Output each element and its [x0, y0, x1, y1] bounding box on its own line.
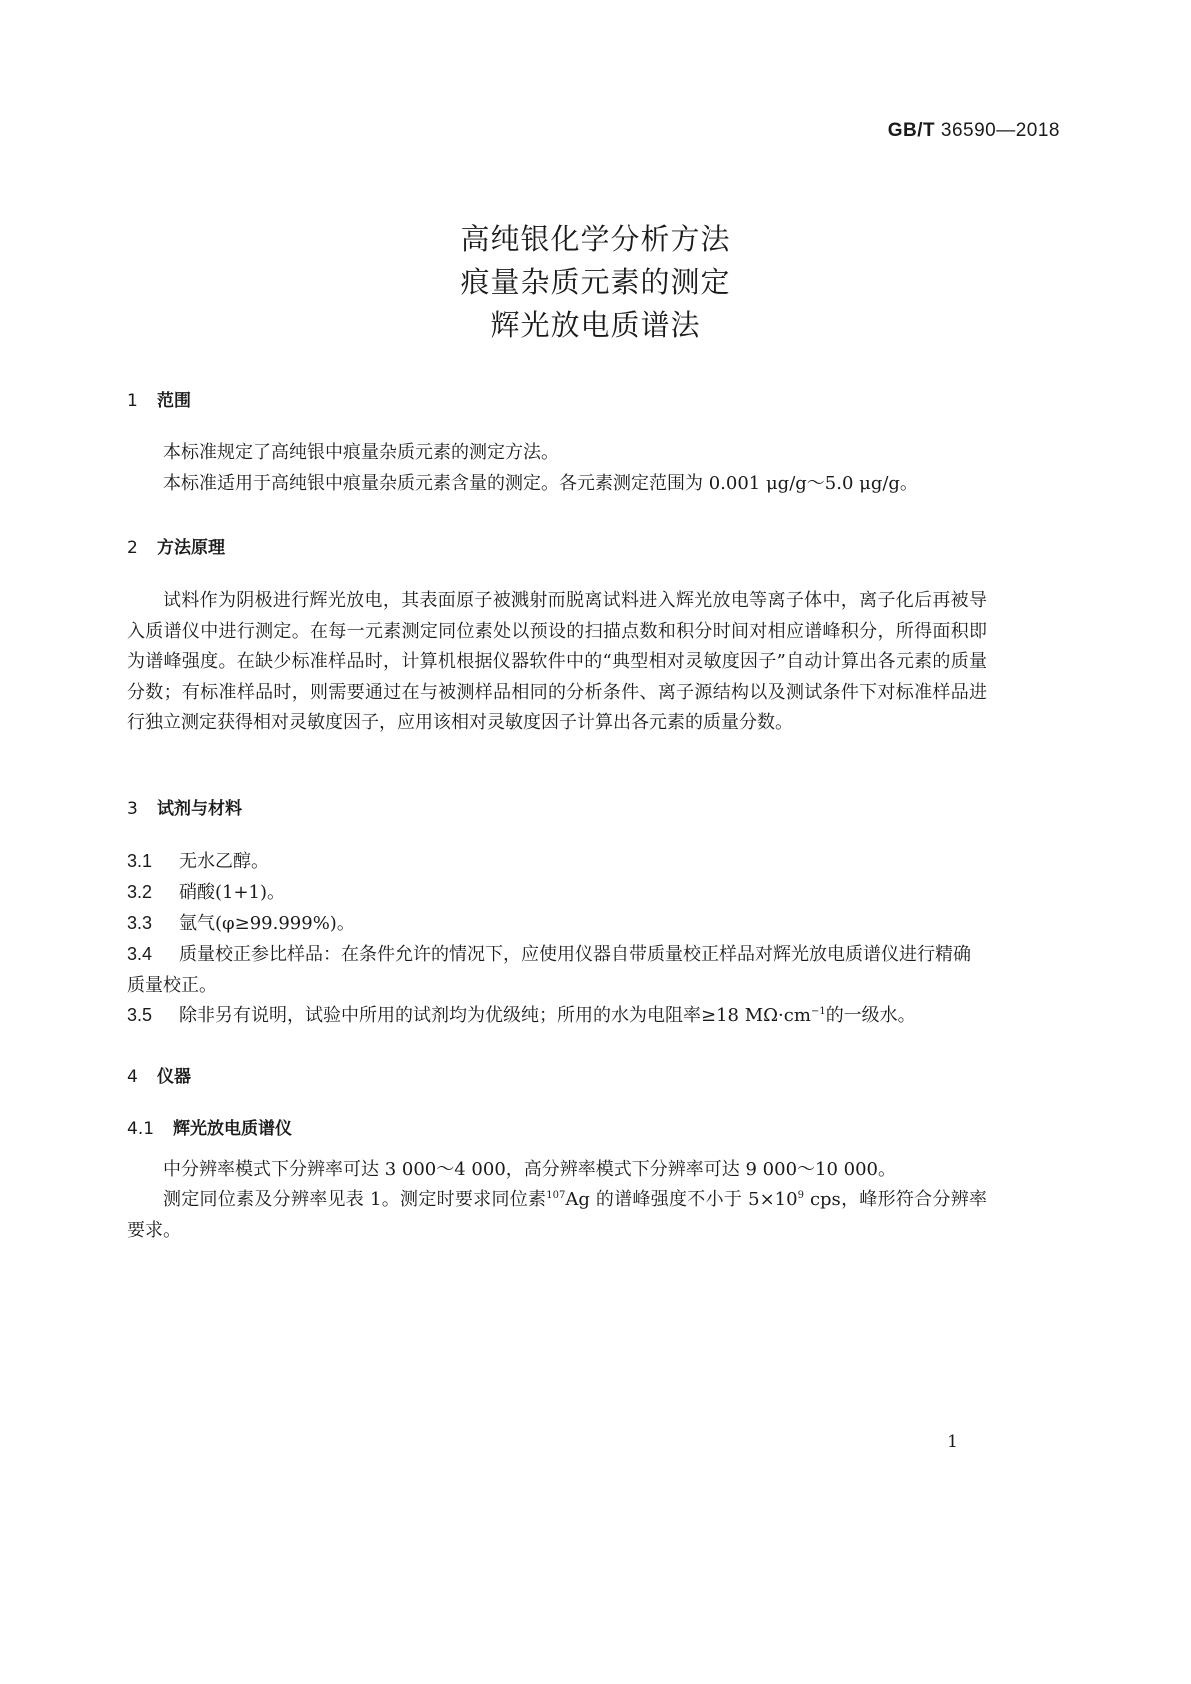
reagent-item: [127, 908, 987, 940]
title-line-1: 高纯银化学分析方法: [460, 222, 731, 256]
item-text: 除非另有说明，试验中所用的试剂均为优级纯；所用的水为电阻率≥18 MΩ·cm: [179, 1005, 811, 1026]
section-2-paragraph: 试料作为阴极进行辉光放电，其表面原子被溅射而脱离试料进入辉光放电等离子体中，离子化后再被导入质谱仪中进行测定。在每一元素测定同位素处以预设的扫描点数和积分时间对相应谱峰积分，所得面积即为谱峰强度。在缺少标准样品时，计算机根据仪器软件中的“典型相对灵敏度因子”自动计算出各元素的质量分数；有标准样品时，则需要通过在与被测样品相同的分析条件、离子源结构以及测试条件下对标准样品进行独立测定获得相对灵敏度因子，应用该相对灵敏度因子计算出各元素的质量分数。: [127, 590, 987, 733]
standard-id: 36590—2018: [940, 120, 1060, 141]
page-number: 1: [947, 1432, 958, 1452]
reagent-item: [127, 846, 987, 878]
item-number: 3.1: [127, 851, 153, 871]
subsection-title: 辉光放电质谱仪: [173, 1119, 292, 1139]
item-number: 3.4: [127, 944, 153, 964]
title-line-3: 辉光放电质谱法: [490, 308, 701, 342]
reagent-item: [127, 877, 987, 909]
section-title: 试剂与材料: [157, 799, 242, 819]
item-number: 3.2: [127, 882, 153, 902]
section-title: 范围: [157, 391, 191, 411]
item-number: 3.5: [127, 1005, 153, 1025]
standard-code: GB/T: [887, 120, 936, 141]
text-part: Ag 的谱峰强度不小于 5×10: [565, 1189, 798, 1210]
section-3-heading: [127, 794, 242, 819]
section-number: 3: [127, 799, 138, 819]
title-line-2: 痕量杂质元素的测定: [460, 265, 731, 299]
subsection-number: 4.1: [127, 1119, 155, 1139]
section-1-paragraph-1: 本标准规定了高纯银中痕量杂质元素的测定方法。: [163, 442, 559, 463]
section-number: 2: [127, 538, 138, 558]
subsection-4-1-paragraph-2: [127, 1185, 987, 1246]
section-number: 4: [127, 1067, 138, 1087]
standard-number: [888, 120, 1060, 142]
subsection-4-1-heading: [127, 1114, 292, 1139]
document-title: [0, 218, 1191, 347]
reagent-item: [127, 1000, 987, 1032]
superscript: 9: [797, 1190, 804, 1201]
section-number: 1: [127, 391, 138, 411]
item-text-end: 的一级水。: [825, 1005, 916, 1026]
item-text: 硝酸(1+1)。: [179, 882, 286, 903]
section-1-heading: [127, 386, 191, 411]
item-text: 氩气(φ≥99.999%)。: [179, 913, 355, 934]
item-text: 无水乙醇。: [179, 851, 269, 872]
subsection-4-1-paragraph-1: 中分辨率模式下分辨率可达 3 000～4 000，高分辨率模式下分辨率可达 9 000～10 000。: [163, 1159, 897, 1180]
item-text: 质量校正参比样品：在条件允许的情况下，应使用仪器自带质量校正样品对辉光放电质谱仪进行精确质量校正。: [127, 944, 971, 996]
section-2-heading: [127, 533, 225, 558]
reagent-item: [127, 939, 987, 1001]
superscript: 107: [546, 1190, 566, 1201]
text-part: 测定同位素及分辨率见表 1。测定时要求同位素: [163, 1189, 547, 1210]
text-part: cps，峰形符合分辨率要求。: [127, 1189, 988, 1241]
section-4-heading: [127, 1062, 191, 1087]
section-title: 方法原理: [157, 538, 225, 558]
section-1-paragraph-2: 本标准适用于高纯银中痕量杂质元素含量的测定。各元素测定范围为 0.001 μg/g～5.0 μg/g。: [163, 473, 918, 494]
item-number: 3.3: [127, 913, 153, 933]
section-title: 仪器: [157, 1067, 191, 1087]
superscript: −1: [810, 1006, 826, 1017]
